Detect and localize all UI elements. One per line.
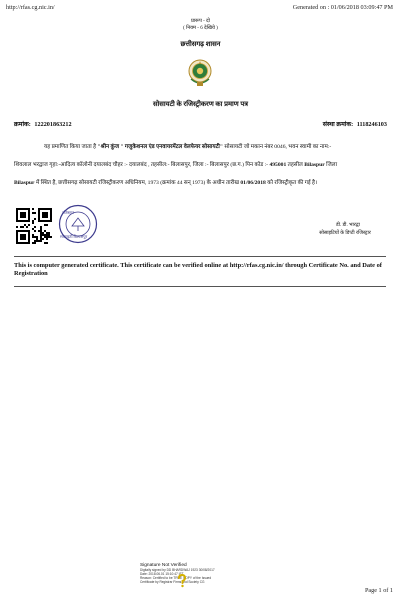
certificate-line-1 — [44, 144, 331, 151]
qr-code — [16, 208, 52, 244]
district-label: जिला — [326, 162, 338, 168]
serial-number-value: 122201863212 — [34, 121, 72, 128]
signature-line-2: Date: 2018.06.01 15:10:47 IST — [140, 572, 184, 576]
serial-number-label: क्रमांक: — [14, 121, 31, 128]
society-number-row — [323, 119, 387, 128]
question-mark-icon — [176, 574, 188, 588]
signatory-name: डी. डी. भारद्वा — [336, 223, 360, 228]
address-text: शिवलाल भरद्वाज गृहा:-आदित्य कॉलोनी दयालबंद चौहर :- दयालबंद , तहसील:- बिलासपुर, जिला :- बिलासपुर (छ.ग.) पिन कोड :- — [14, 162, 269, 168]
line3-suffix: को रजिस्ट्रीकृत की गई है। — [267, 180, 318, 186]
signature-line-3: Reason: Certified to be TRUE COPY of the Issued — [140, 576, 212, 580]
tehsil-label: तहसील — [287, 162, 303, 168]
pincode: 495001 — [269, 162, 287, 168]
serial-number-row — [14, 119, 72, 128]
rule-reference: ( नियम - 6 देखिये ) — [183, 26, 218, 31]
signatory-designation: सोसाइटियों के डिप्टी रजिस्ट्रार — [319, 231, 371, 236]
government-name: छत्तीसगढ़ शासन — [180, 41, 221, 48]
line1-prefix: यह प्रमाणित किया जाता है — [44, 144, 97, 150]
chhattisgarh-emblem-icon — [186, 58, 214, 88]
society-name: "श्रीन कुंज " गजुकेशनल एंड एनवायरमेंटल वेलफेयर सोसायटी" — [97, 144, 223, 150]
signature-status: Signature Not Verified — [140, 563, 187, 568]
district-value: Bilaspur — [14, 180, 35, 186]
act-reference: में स्थित है, छत्तीसगढ़ सोसायटी रजिस्ट्रीकरण अधिनियम, 1973 (क्रमांक 44 सन् 1973) के अधीन तारीख — [35, 180, 239, 186]
verification-notice: This is computer generated certificate. This certificate can be verified online at http://rfas.cg.nic.in/ through Certificate No. and Date of Registration — [14, 262, 382, 278]
certificate-line-2 — [14, 162, 337, 169]
signature-line-4: Certificate by Registrar Firms and Society CG — [140, 580, 205, 584]
signature-line-1: Digitally signed by DD BHARDWAJ 1923 30/08/2017 — [140, 568, 215, 572]
page-number: Page 1 of 1 — [364, 587, 393, 594]
certificate-line-3 — [14, 180, 317, 187]
seal-top-text: रजिस्ट्रार — [62, 210, 74, 215]
page-url: http://rfas.cg.nic.in/ — [6, 4, 55, 11]
registration-date: 01/06/2018 — [240, 180, 266, 186]
society-number-value: 1118246103 — [356, 121, 387, 128]
line1-suffix: सोसायटी जो मकान नंबर 0046, भवन स्वामी का नाम:- — [224, 144, 332, 150]
tehsil-value: Bilaspur — [304, 162, 325, 168]
generated-timestamp: Generated on : 01/06/2018 03:09:47 PM — [292, 4, 393, 11]
society-number-label: संस्था क्रमांक: — [322, 121, 354, 128]
seal-bottom-text: सोसाइटी बिलासपुर — [60, 234, 88, 239]
divider-top — [14, 256, 386, 257]
form-number: प्रारूप - दो — [191, 19, 210, 24]
divider-bottom — [14, 286, 386, 287]
certificate-title: सोसायटी के रजिस्ट्रीकरण का प्रमाण पत्र — [152, 101, 249, 108]
